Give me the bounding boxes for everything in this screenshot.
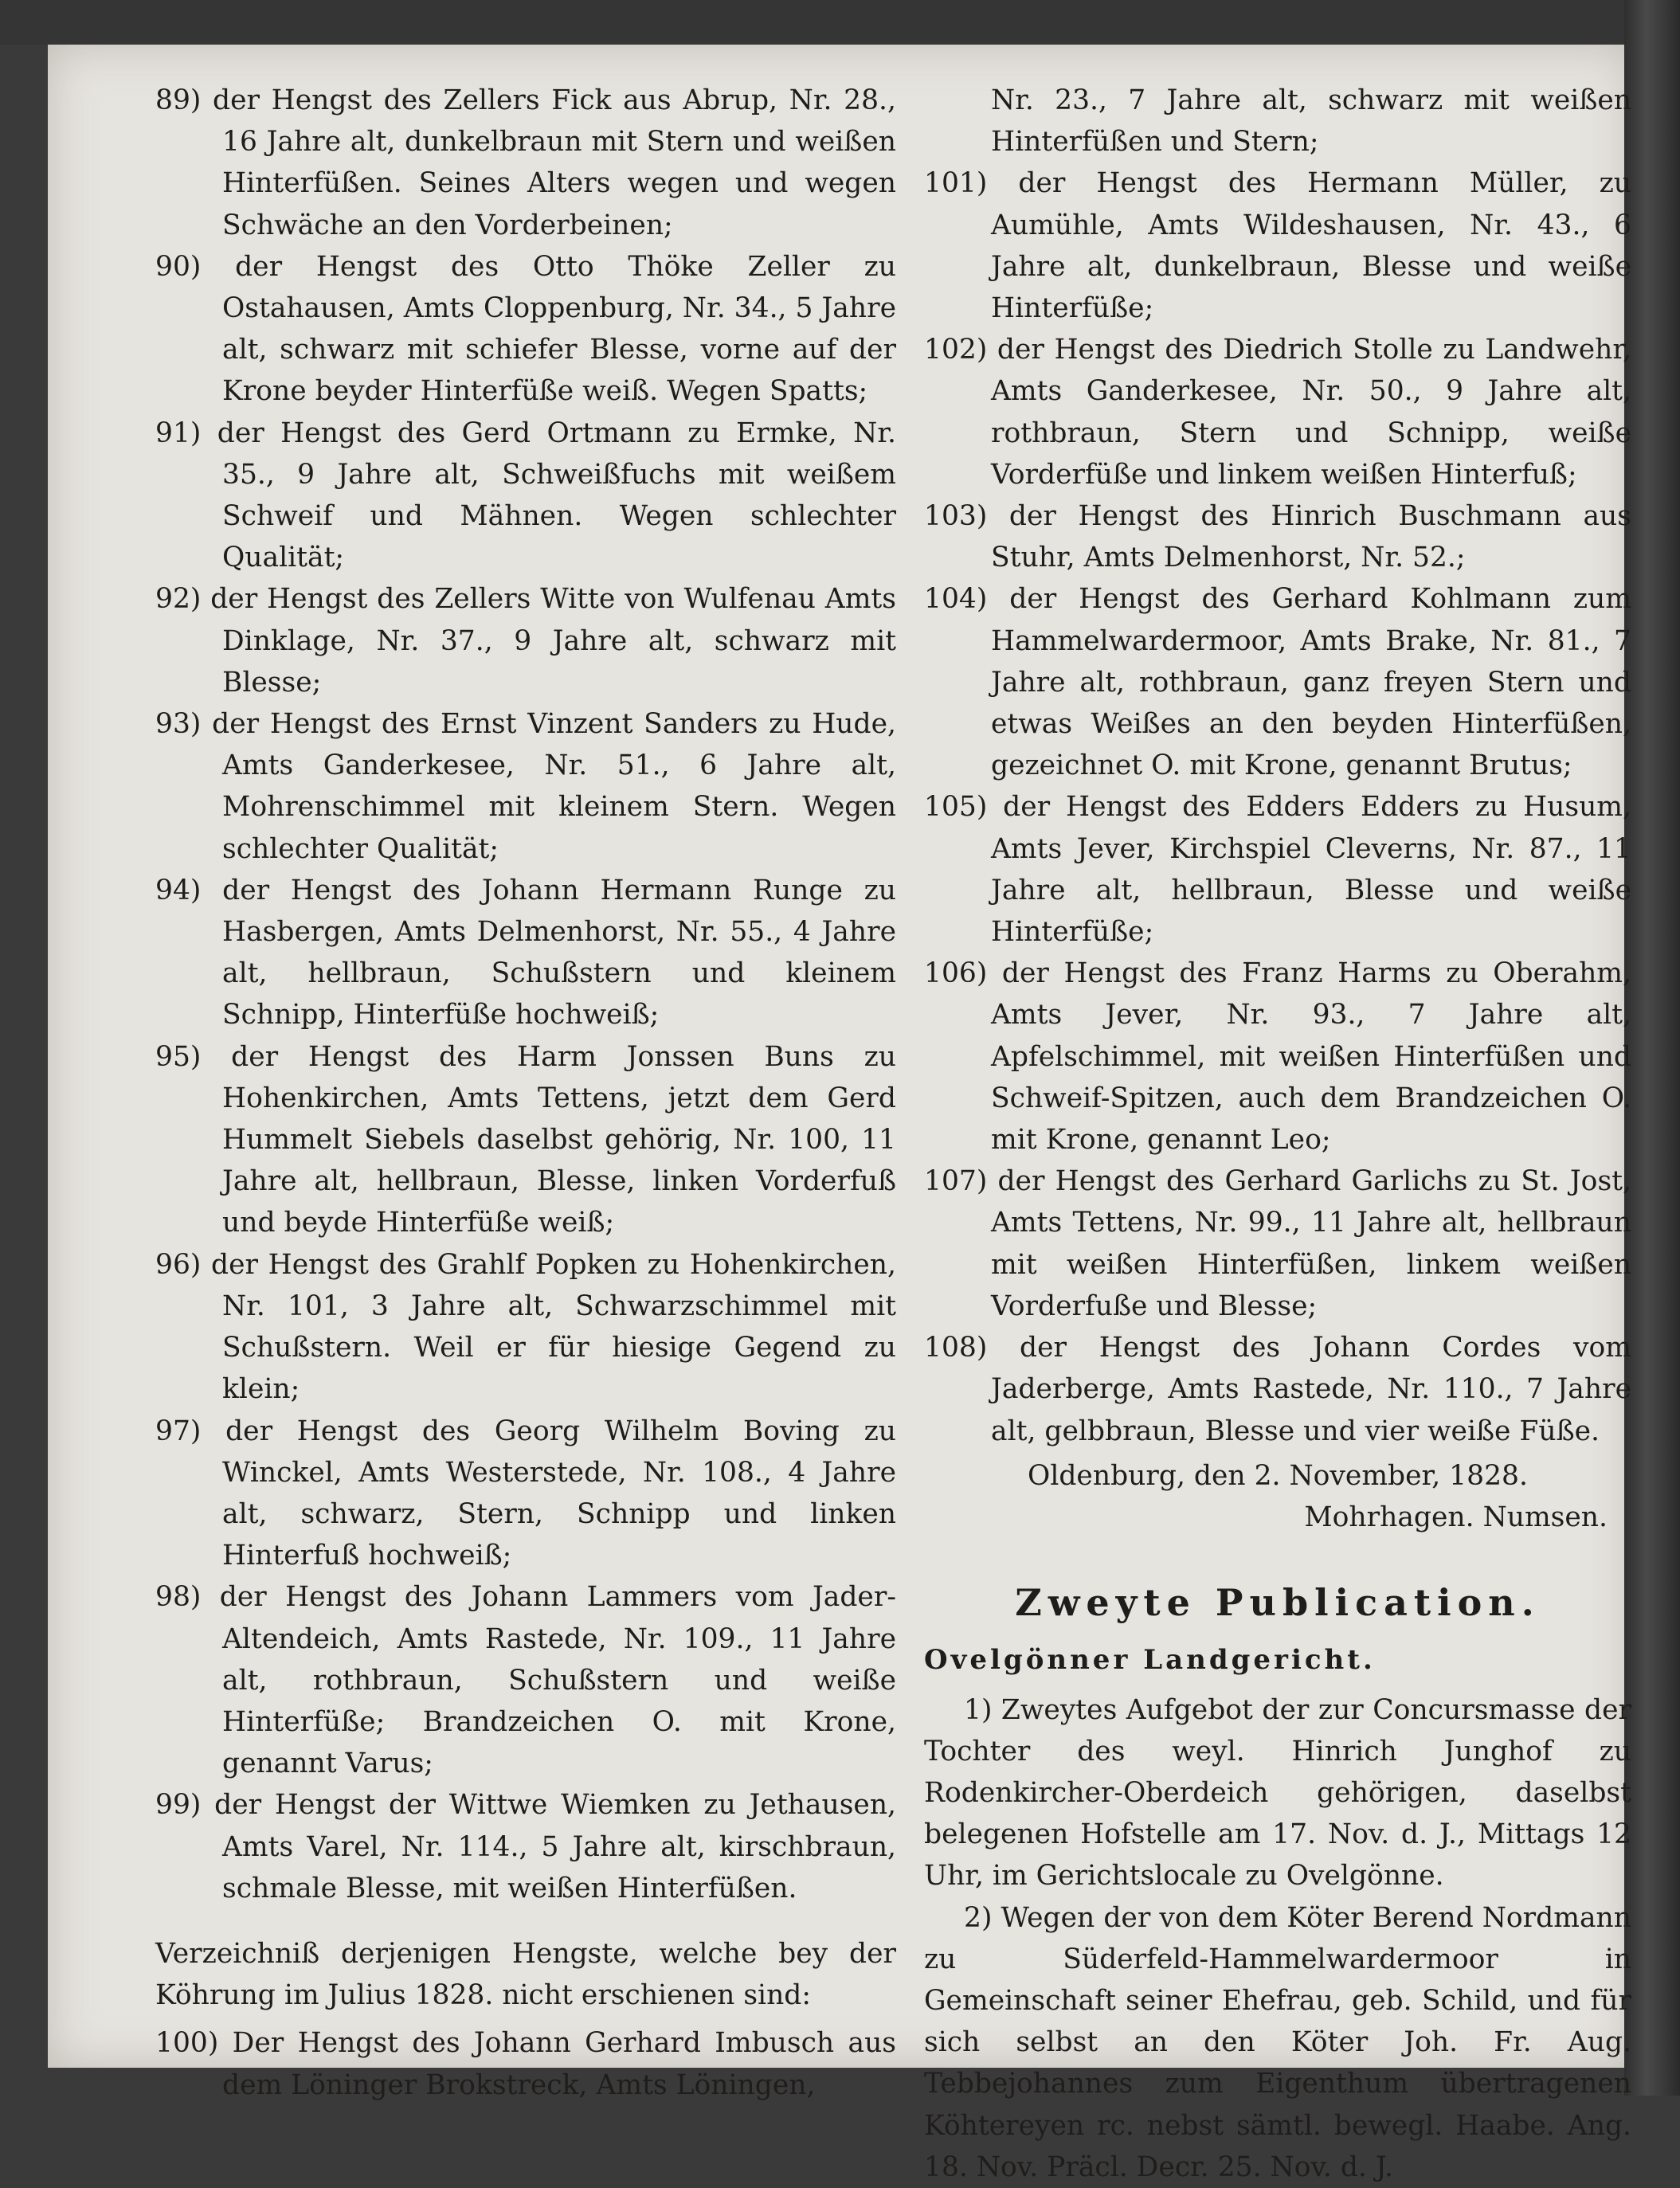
closing-date: Oldenburg, den 2. November, 1828. <box>1028 1459 1528 1492</box>
list-item: 89) der Hengst des Zellers Fick aus Abrup, Nr. 28., 16 Jahre alt, dunkelbraun mit Stern und weißen Hinterfüßen. Seines Alters wegen und wegen Schwäche an den Vorderbeinen; <box>155 84 896 241</box>
list-item: 101) der Hengst des Hermann Müller, zu Aumühle, Amts Wildeshausen, Nr. 43., 6 Jahre alt, dunkelbraun, Blesse und weiße Hinterfüße; <box>924 167 1631 325</box>
scan-border-right <box>1624 0 1680 2096</box>
paragraph: 1) Zweytes Aufgebot der zur Concursmasse der Tochter des weyl. Hinrich Junghof zu Rodenkircher-Oberdeich gehörigen, daselbst belegenen Hofstelle am 17. Nov. d. J., Mittags 12 Uhr, im Gerichtslocale zu Ovelgönne. <box>924 1693 1631 1892</box>
list-item-continuation: Nr. 23., 7 Jahre alt, schwarz mit weißen Hinterfüßen und Stern; <box>991 84 1631 159</box>
paragraph: 2) Wegen der von dem Köter Berend Nordmann zu Süderfeld-Hammelwardermoor in Gemeinschaft seiner Ehefrau, geb. Schild, und für sich selbst an den Köter Joh. Fr. Aug. Tebbejohannes zum Eigenthum übertragenen Köhtereyen rc. nebst sämtl. bewegl. Haabe. Ang. 18. Nov. Präcl. Decr. 25. Nov. d. J. <box>924 1901 1631 2183</box>
list-item: 108) der Hengst des Johann Cordes vom Jaderberge, Amts Rastede, Nr. 110., 7 Jahre alt, gelbbraun, Blesse und vier weiße Füße. <box>924 1332 1631 1447</box>
list-item: 92) der Hengst des Zellers Witte von Wulfenau Amts Dinklage, Nr. 37., 9 Jahre alt, schwarz mit Blesse; <box>155 583 896 699</box>
list-item: 91) der Hengst des Gerd Ortmann zu Ermke, Nr. 35., 9 Jahre alt, Schweißfuchs mit weißem Schweif und Mähnen. Wegen schlechter Qualität; <box>155 417 896 574</box>
list-item: 102) der Hengst des Diedrich Stolle zu Landwehr, Amts Ganderkesee, Nr. 50., 9 Jahre alt, rothbraun, Stern und Schnipp, weiße Vorderfüße und linkem weißen Hinterfuß; <box>924 334 1631 491</box>
section-title: Zweyte Publication. <box>1015 1581 1541 1625</box>
list-item: 104) der Hengst des Gerhard Kohlmann zum Hammelwardermoor, Amts Brake, Nr. 81., 7 Jahre alt, rothbraun, ganz freyen Stern und etwas Weißes an den beyden Hinterfüßen, gezeichnet O. mit Krone, genannt Brutus; <box>924 583 1631 782</box>
list-item: 100) Der Hengst des Johann Gerhard Imbusch aus dem Löninger Brokstreck, Amts Löningen, <box>155 2027 896 2101</box>
list-item: 98) der Hengst des Johann Lammers vom Jader-Altendeich, Amts Rastede, Nr. 109., 11 Jahre alt, rothbraun, Schußstern und weiße Hinterfüße; Brandzeichen O. mit Krone, genannt Varus; <box>155 1581 896 1780</box>
scan-border-top <box>0 0 1680 45</box>
signatures: Mohrhagen. Numsen. <box>1304 1501 1608 1533</box>
list-item: 96) der Hengst des Grahlf Popken zu Hohenkirchen, Nr. 101, 3 Jahre alt, Schwarzschimmel mit Schußstern. Weil er für hiesige Gegend zu klein; <box>155 1248 896 1406</box>
list-item: 99) der Hengst der Wittwe Wiemken zu Jethausen, Amts Varel, Nr. 114., 5 Jahre alt, kirschbraun, schmale Blesse, mit weißen Hinterfüßen. <box>155 1789 896 1904</box>
list-item: 94) der Hengst des Johann Hermann Runge zu Hasbergen, Amts Delmenhorst, Nr. 55., 4 Jahre alt, hellbraun, Schußstern und kleinem Schnipp, Hinterfüße hochweiß; <box>155 874 896 1031</box>
left-column <box>155 80 896 2106</box>
list-heading: Verzeichniß derjenigen Hengste, welche bey der Köhrung im Julius 1828. nicht erschienen sind: <box>155 1937 896 2012</box>
list-item: 105) der Hengst des Edders Edders zu Husum, Amts Jever, Kirchspiel Cleverns, Nr. 87., 11 Jahre alt, hellbraun, Blesse und weiße Hinterfüße; <box>924 791 1631 949</box>
list-item: 90) der Hengst des Otto Thöke Zeller zu Ostahausen, Amts Cloppenburg, Nr. 34., 5 Jahre alt, schwarz mit schiefer Blesse, vorne auf der Krone beyder Hinterfüße weiß. Wegen Spatts; <box>155 250 896 408</box>
list-item: 103) der Hengst des Hinrich Buschmann aus Stuhr, Amts Delmenhorst, Nr. 52.; <box>924 500 1631 574</box>
section-subtitle: Ovelgönner Landgericht. <box>924 1644 1376 1677</box>
list-item: 93) der Hengst des Ernst Vinzent Sanders zu Hude, Amts Ganderkesee, Nr. 51., 6 Jahre alt, Mohrenschimmel mit kleinem Stern. Wegen schlechter Qualität; <box>155 708 896 865</box>
list-item: 95) der Hengst des Harm Jonssen Buns zu Hohenkirchen, Amts Tettens, jetzt dem Gerd Hummelt Siebels daselbst gehörig, Nr. 100, 11 Jahre alt, hellbraun, Blesse, linken Vorderfuß und beyde Hinterfüße weiß; <box>155 1040 896 1239</box>
right-column <box>924 80 1631 2188</box>
list-item: 106) der Hengst des Franz Harms zu Oberahm, Amts Jever, Nr. 93., 7 Jahre alt, Apfelschimmel, mit weißen Hinterfüßen und Schweif-Spitzen, auch dem Brandzeichen O. mit Krone, genannt Leo; <box>924 957 1631 1157</box>
list-item: 107) der Hengst des Gerhard Garlichs zu St. Jost, Amts Tettens, Nr. 99., 11 Jahre alt, hellbraun mit weißen Hinterfüßen, linkem weißen Vorderfuße und Blesse; <box>924 1165 1631 1322</box>
list-item: 97) der Hengst des Georg Wilhelm Boving zu Winckel, Amts Westerstede, Nr. 108., 4 Jahre alt, schwarz, Stern, Schnipp und linken Hinterfuß hochweiß; <box>155 1415 896 1572</box>
